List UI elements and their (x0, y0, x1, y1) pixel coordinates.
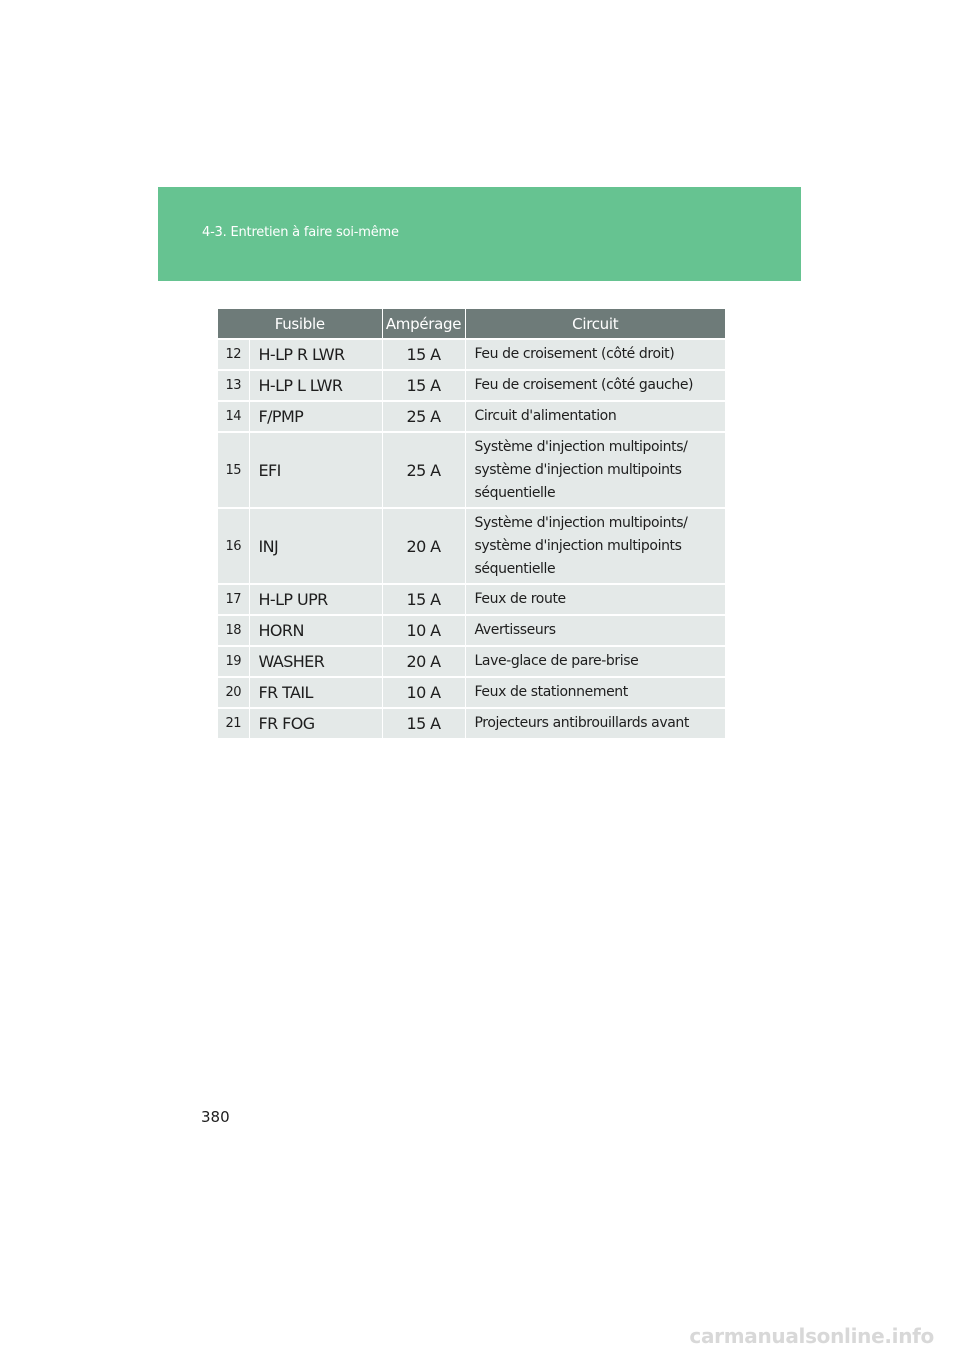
table-row (218, 584, 725, 615)
fuse-name: INJ (249, 508, 382, 584)
fuse-amperage: 20 A (382, 508, 465, 584)
table-row (218, 432, 725, 508)
table-row (218, 677, 725, 708)
fuse-circuit: Feu de croisement (côté gauche) (465, 370, 725, 401)
fuse-amperage: 15 A (382, 584, 465, 615)
watermark: carmanualsonline.info (689, 1324, 934, 1348)
table-row (218, 370, 725, 401)
fuse-circuit-line: Système d'injection multipoints/ (474, 438, 688, 455)
table-row (218, 508, 725, 584)
fuse-name: WASHER (249, 646, 382, 677)
fuse-number: 13 (218, 370, 249, 401)
fuse-amperage: 15 A (382, 370, 465, 401)
table-row (218, 646, 725, 677)
fuse-amperage: 10 A (382, 615, 465, 646)
fuse-number: 16 (218, 508, 249, 584)
fuse-circuit (465, 508, 725, 584)
table-row (218, 339, 725, 370)
table-row (218, 708, 725, 738)
fuse-number: 20 (218, 677, 249, 708)
fuse-circuit-line: système d'injection multipoints (474, 537, 682, 554)
fuse-number: 15 (218, 432, 249, 508)
section-header-band (158, 187, 801, 281)
fuse-name: FR FOG (249, 708, 382, 738)
fuse-table (218, 309, 725, 738)
fuse-amperage: 10 A (382, 677, 465, 708)
fuse-number: 21 (218, 708, 249, 738)
table-row (218, 615, 725, 646)
fuse-number: 17 (218, 584, 249, 615)
fuse-amperage: 25 A (382, 401, 465, 432)
fuse-number: 18 (218, 615, 249, 646)
column-header-fusible: Fusible (218, 309, 382, 339)
fuse-number: 14 (218, 401, 249, 432)
fuse-circuit-line: séquentielle (474, 484, 556, 501)
fuse-circuit-line: système d'injection multipoints (474, 461, 682, 478)
fuse-name: H-LP UPR (249, 584, 382, 615)
table-header-row (218, 309, 725, 339)
fuse-amperage: 15 A (382, 339, 465, 370)
page-number: 380 (201, 1108, 230, 1126)
fuse-name: FR TAIL (249, 677, 382, 708)
fuse-amperage: 15 A (382, 708, 465, 738)
fuse-name: EFI (249, 432, 382, 508)
column-header-circuit: Circuit (465, 309, 725, 339)
fuse-name: H-LP L LWR (249, 370, 382, 401)
fuse-circuit: Feux de route (465, 584, 725, 615)
fuse-circuit: Lave-glace de pare-brise (465, 646, 725, 677)
column-header-amperage: Ampérage (382, 309, 465, 339)
fuse-circuit: Projecteurs antibrouillards avant (465, 708, 725, 738)
fuse-number: 19 (218, 646, 249, 677)
fuse-circuit-line: séquentielle (474, 560, 556, 577)
table-row (218, 401, 725, 432)
fuse-amperage: 20 A (382, 646, 465, 677)
fuse-circuit: Feu de croisement (côté droit) (465, 339, 725, 370)
fuse-circuit-line: Système d'injection multipoints/ (474, 514, 688, 531)
fuse-circuit: Feux de stationnement (465, 677, 725, 708)
fuse-number: 12 (218, 339, 249, 370)
fuse-circuit: Circuit d'alimentation (465, 401, 725, 432)
fuse-name: H-LP R LWR (249, 339, 382, 370)
section-title: 4-3. Entretien à faire soi-même (202, 225, 399, 240)
fuse-circuit: Avertisseurs (465, 615, 725, 646)
fuse-amperage: 25 A (382, 432, 465, 508)
fuse-circuit (465, 432, 725, 508)
fuse-name: F/PMP (249, 401, 382, 432)
fuse-name: HORN (249, 615, 382, 646)
